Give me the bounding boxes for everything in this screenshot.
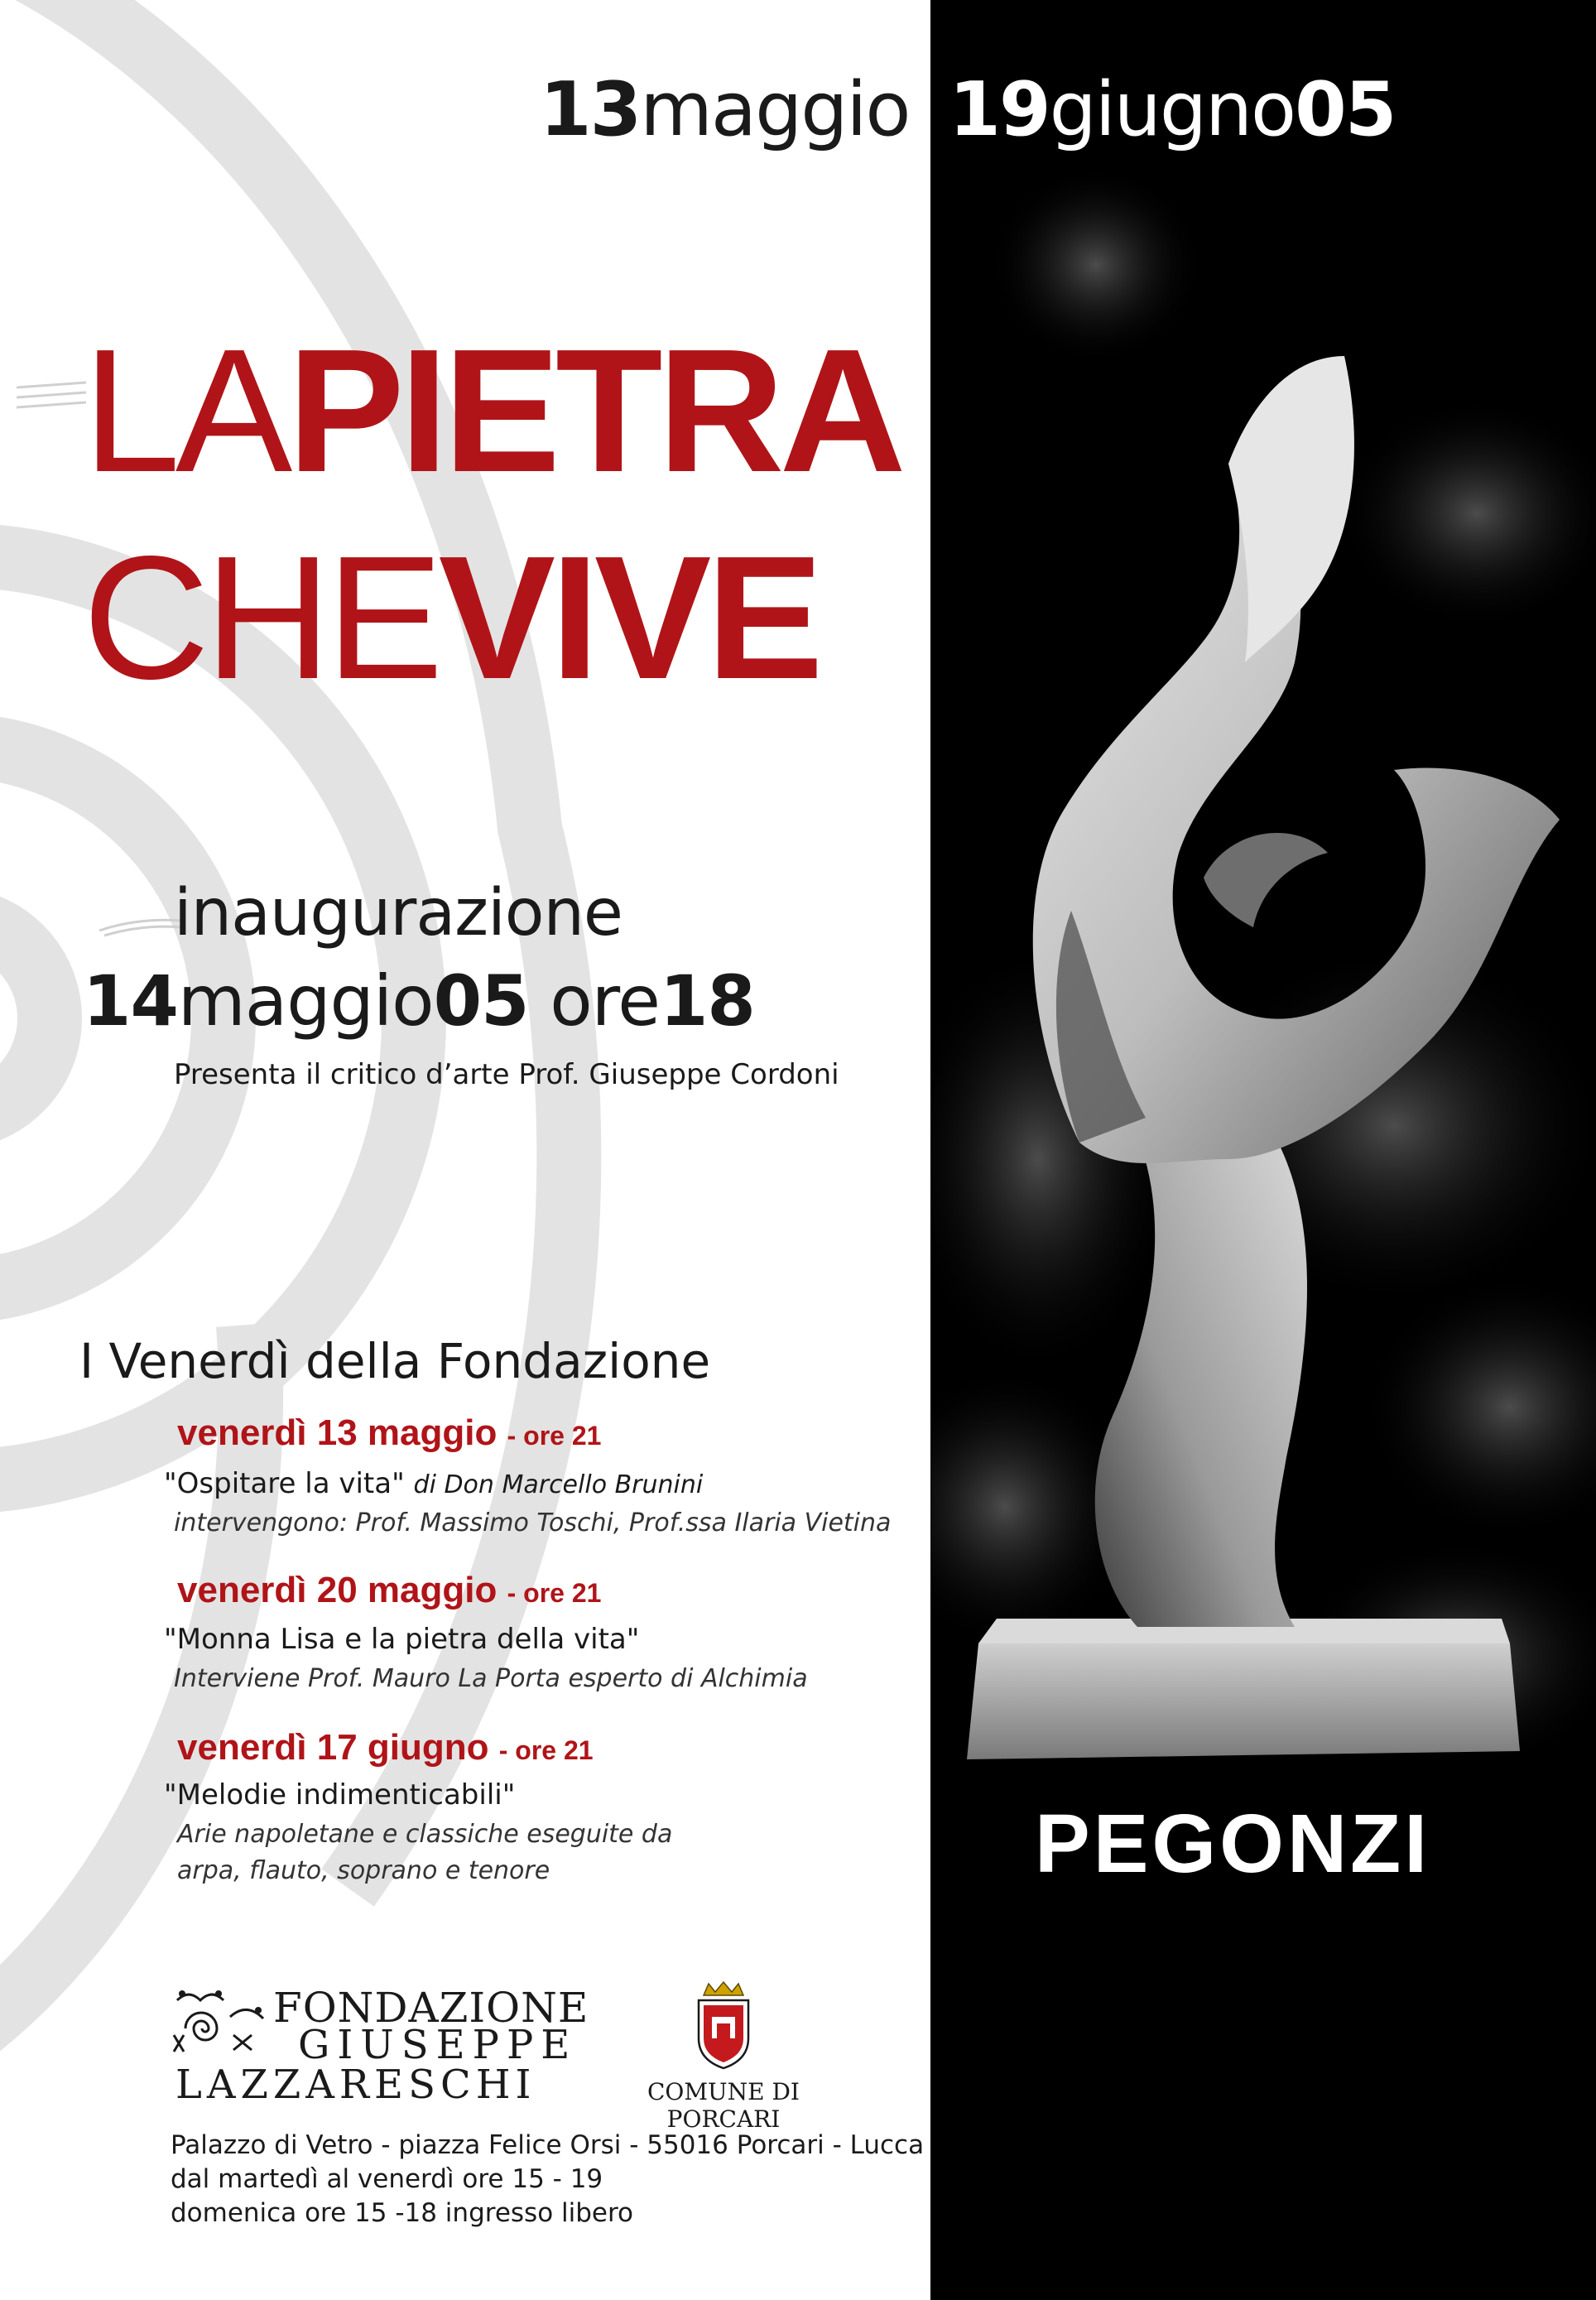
artist-name: PEGONZI <box>1035 1797 1431 1890</box>
exhibition-dates <box>540 66 1395 153</box>
event-1-day: venerdì 13 maggio <box>177 1412 498 1453</box>
comune-name: COMUNE DI PORCARI <box>647 2078 800 2133</box>
comune-logo <box>599 1980 848 2133</box>
title-line-1 <box>83 312 901 508</box>
inauguration-label: inaugurazione <box>174 876 623 950</box>
end-year: 05 <box>1295 66 1396 153</box>
event-3-note-line-2: arpa, flauto, soprano e tenore <box>177 1856 550 1885</box>
right-panel <box>930 0 1596 2300</box>
event-2-day: venerdì 20 maggio <box>177 1570 498 1610</box>
sculpture-photo <box>930 0 1596 2300</box>
start-month: maggio <box>640 66 910 153</box>
event-1-name: "Ospitare la vita" <box>164 1467 405 1500</box>
event-2-time: - ore 21 <box>507 1578 602 1608</box>
title-che: CHE <box>83 519 439 715</box>
title-line-2 <box>83 519 819 715</box>
event-3-time: - ore 21 <box>498 1735 594 1765</box>
fondazione-line-2: GIUSEPPE <box>298 2022 578 2068</box>
title-pietra: PIETRA <box>287 312 901 508</box>
address-line-1: Palazzo di Vetro - piazza Felice Orsi - 55016 Porcari - Lucca <box>171 2130 925 2160</box>
event-3-title: "Melodie indimenticabili" <box>164 1778 516 1812</box>
fondazione-line-3: LAZZARESCHI <box>175 2062 536 2108</box>
presenter-text: Presenta il critico d’arte Prof. Giuseppe Cordoni <box>174 1058 839 1091</box>
event-2-title: "Monna Lisa e la pietra della vita" <box>164 1623 640 1656</box>
crest-icon <box>692 1980 755 2070</box>
event-1-note: intervengono: Prof. Massimo Toschi, Prof.ssa Ilaria Vietina <box>174 1508 892 1537</box>
event-1-date <box>177 1412 601 1454</box>
address-line-3: domenica ore 15 -18 ingresso libero <box>171 2198 634 2228</box>
fondazione-logo <box>172 1984 589 2108</box>
events-heading: I Venerdì della Fondazione <box>79 1333 711 1389</box>
event-1-author: di Don Marcello Brunini <box>413 1470 704 1499</box>
fondazione-emblem-icon <box>172 1985 270 2057</box>
end-day: 19 <box>949 66 1050 153</box>
fondazione-line-1: FONDAZIONE <box>273 1984 589 2032</box>
inauguration-month: maggio <box>177 960 434 1042</box>
address-line-2: dal martedì al venerdì ore 15 - 19 <box>171 2164 603 2194</box>
end-month: giugno <box>1049 66 1296 153</box>
event-3-date <box>177 1727 594 1768</box>
inauguration-time: 18 <box>659 960 755 1042</box>
event-1-title <box>164 1467 703 1500</box>
start-day: 13 <box>540 66 641 153</box>
title-vive: VIVE <box>438 519 819 715</box>
inauguration-day: 14 <box>83 960 178 1042</box>
event-2-note: Interviene Prof. Mauro La Porta esperto di Alchimia <box>174 1664 808 1693</box>
title-la: LA <box>83 312 288 508</box>
event-1-time: - ore 21 <box>507 1421 602 1451</box>
event-3-note-line-1: Arie napoletane e classiche eseguite da <box>177 1820 673 1849</box>
inauguration-time-label: ore <box>550 960 660 1042</box>
event-2-date <box>177 1570 601 1611</box>
inauguration-date <box>83 960 755 1042</box>
inauguration-year: 05 <box>433 960 529 1042</box>
event-3-day: venerdì 17 giugno <box>177 1727 489 1768</box>
